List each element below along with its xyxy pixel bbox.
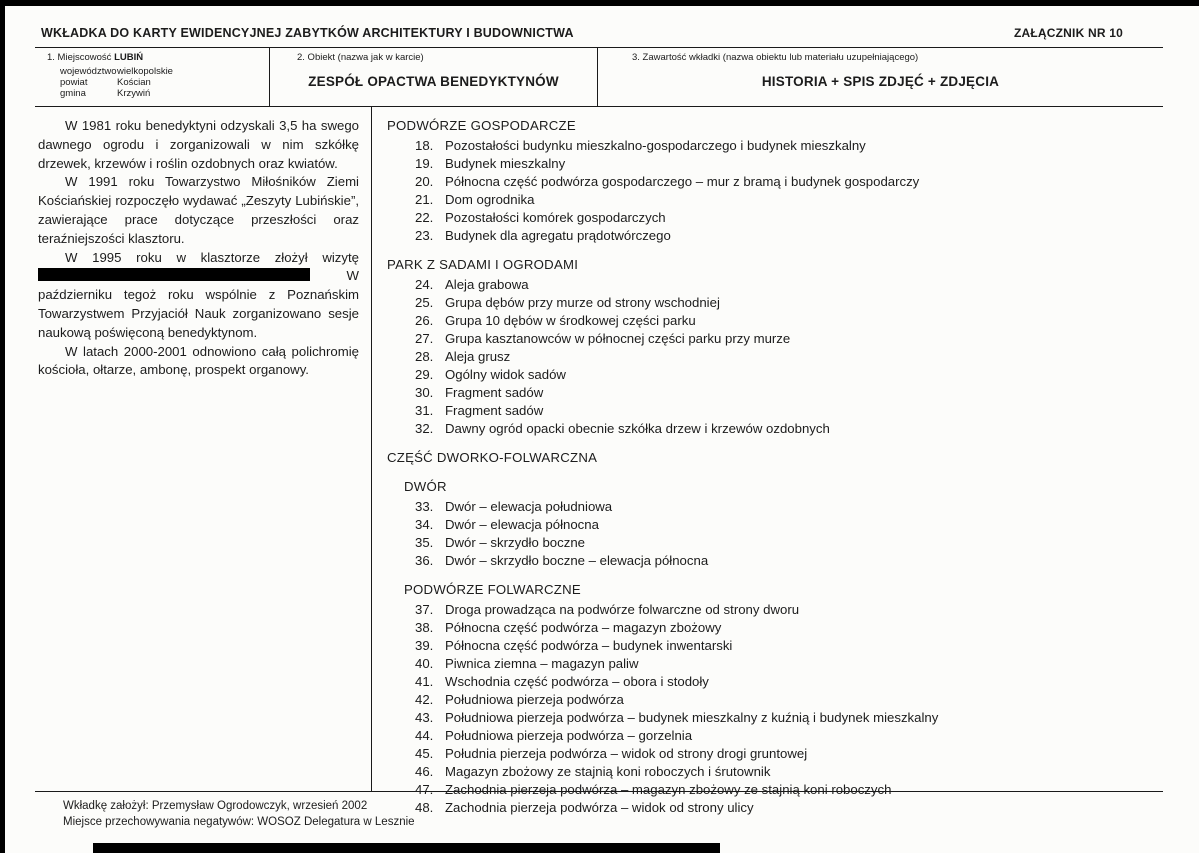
photo-item-number: 30.: [415, 385, 434, 400]
history-paragraph-3: [38, 249, 359, 343]
detail-label: gmina: [60, 88, 86, 99]
photo-item-text: Budynek dla agregatu prądotwórczego: [445, 228, 671, 243]
photo-item: [415, 673, 1155, 691]
photo-item: [415, 366, 1155, 384]
photo-item-number: 39.: [415, 638, 434, 653]
photo-item-text: Zachodnia pierzeja podwórza – magazyn zbożowy ze stajnią koni roboczych: [445, 782, 892, 797]
photo-subsection-dwor: [404, 478, 1155, 570]
photo-item-text: Grupa dębów przy murze od strony wschodniej: [445, 295, 720, 310]
photo-item-text: Południa pierzeja podwórza – widok od strony drogi gruntowej: [445, 746, 808, 761]
photo-item-text: Południowa pierzeja podwórza – gorzelnia: [445, 728, 693, 743]
photo-item-number: 42.: [415, 692, 434, 707]
photo-item: [415, 498, 1155, 516]
photo-item-text: Północna część podwórza – budynek inwentarski: [445, 638, 733, 653]
detail-value: Krzywiń: [117, 88, 151, 99]
record-card-insert: [5, 6, 1199, 853]
photo-item-number: 24.: [415, 277, 434, 292]
photo-item-number: 40.: [415, 656, 434, 671]
photo-item-number: 48.: [415, 800, 434, 815]
contents-label: 3. Zawartość wkładki (nazwa obiektu lub materiału uzupełniającego): [632, 52, 919, 63]
photo-item-text: Dom ogrodnika: [445, 192, 535, 207]
photo-item: [415, 330, 1155, 348]
photo-item-text: Zachodnia pierzeja podwórza – widok od strony ulicy: [445, 800, 754, 815]
photo-item-number: 28.: [415, 349, 434, 364]
photo-item-text: Północna część podwórza – magazyn zbożowy: [445, 620, 722, 635]
photo-item-text: Budynek mieszkalny: [445, 156, 566, 171]
photo-item-text: Ogólny widok sadów: [445, 367, 566, 382]
photo-item-number: 38.: [415, 620, 434, 635]
photo-item-number: 44.: [415, 728, 434, 743]
photo-item-text: Aleja grabowa: [445, 277, 529, 292]
photo-item-number: 46.: [415, 764, 434, 779]
photo-index-column: [372, 107, 1163, 815]
photo-section-park-z-sadami: [387, 256, 1155, 438]
photo-item-text: Grupa kasztanowców w północnej części parku przy murze: [445, 331, 791, 346]
history-paragraph-3-after: W październiku tegoż roku wspólnie z Poznańskim Towarzystwem Przyjaciół Nauk zorganizowano sesje naukową poświęconą benedyktynom.: [38, 268, 359, 340]
history-paragraph-3-before: W 1995 roku w klasztorze złożył wizytę: [65, 249, 359, 265]
detail-label: województwo: [60, 66, 117, 77]
photo-item: [415, 655, 1155, 673]
photo-item-number: 43.: [415, 710, 434, 725]
photo-item-text: Magazyn zbożowy ze stajnią koni roboczych i śrutownik: [445, 764, 771, 779]
photo-item: [415, 781, 1155, 799]
photo-item-text: Dwór – skrzydło boczne: [445, 535, 585, 550]
photo-item-text: Północna część podwórza gospodarczego – mur z bramą i budynek gospodarczy: [445, 174, 920, 189]
photo-item-text: Dwór – skrzydło boczne – elewacja północna: [445, 553, 709, 568]
field-contents: [597, 48, 1163, 106]
detail-row-county: [60, 77, 269, 88]
photo-item-number: 20.: [415, 174, 434, 189]
attachment-number: ZAŁĄCZNIK NR 10: [1013, 26, 1123, 40]
detail-row-voivodeship: [60, 66, 269, 77]
photo-item: [415, 745, 1155, 763]
locality-details: [47, 66, 269, 99]
photo-item-text: Grupa 10 dębów w środkowej części parku: [445, 313, 696, 328]
photo-item-number: 31.: [415, 403, 434, 418]
detail-row-commune: [60, 88, 269, 99]
photo-item: [415, 637, 1155, 655]
detail-value: wielkopolskie: [117, 66, 173, 77]
photo-item: [415, 402, 1155, 420]
photo-item: [415, 173, 1155, 191]
redaction-bar: [38, 268, 310, 281]
photo-item-text: Dwór – elewacja północna: [445, 517, 599, 532]
photo-item: [415, 709, 1155, 727]
photo-item-text: Aleja grusz: [445, 349, 511, 364]
photo-item-number: 35.: [415, 535, 434, 550]
photo-item: [415, 516, 1155, 534]
photo-item-number: 45.: [415, 746, 434, 761]
photo-item-number: 36.: [415, 553, 434, 568]
subsection-heading: PODWÓRZE FOLWARCZNE: [404, 582, 581, 597]
photo-item-number: 37.: [415, 602, 434, 617]
photo-item: [415, 601, 1155, 619]
photo-section-czesc-dworko-folwarczna: [387, 449, 1155, 817]
photo-item-number: 32.: [415, 421, 434, 436]
photo-item-number: 18.: [415, 138, 434, 153]
photo-item: [415, 312, 1155, 330]
photo-item: [415, 691, 1155, 709]
page-title: WKŁADKA DO KARTY EWIDENCYJNEJ ZABYTKÓW ARCHITEKTURY I BUDOWNICTWA: [41, 26, 574, 40]
section-heading: PODWÓRZE GOSPODARCZE: [387, 118, 576, 133]
history-paragraph-1: W 1981 roku benedyktyni odzyskali 3,5 ha swego dawnego ogrodu i zorganizowali w nim szkółkę drzewek, krzewów i roślin ozdobnych oraz kwiatów.: [38, 118, 359, 171]
photo-item: [415, 155, 1155, 173]
object-label: 2. Obiekt (nazwa jak w karcie): [297, 52, 424, 63]
photo-item-text: Piwnica ziemna – magazyn paliw: [445, 656, 639, 671]
locality-line: [47, 52, 269, 63]
photo-item-number: 33.: [415, 499, 434, 514]
detail-label: powiat: [60, 77, 88, 88]
photo-item: [415, 227, 1155, 245]
photo-item-number: 26.: [415, 313, 434, 328]
field-locality: [35, 48, 269, 106]
section-heading: CZĘŚĆ DWORKO-FOLWARCZNA: [387, 450, 598, 465]
photo-item-text: Dawny ogród opacki obecnie szkółka drzew i krzewów ozdobnych: [445, 421, 830, 436]
history-paragraph-4: W latach 2000-2001 odnowiono całą polichromię kościoła, ołtarze, ambonę, prospekt organowy.: [38, 343, 359, 378]
detail-value: Kościan: [117, 77, 151, 88]
photo-item-number: 29.: [415, 367, 434, 382]
subsection-heading: DWÓR: [404, 479, 447, 494]
photo-item: [415, 619, 1155, 637]
photo-item: [415, 294, 1155, 312]
photo-item: [415, 348, 1155, 366]
photo-item-number: 19.: [415, 156, 434, 171]
photo-item-text: Pozostałości komórek gospodarczych: [445, 210, 666, 225]
photo-item-text: Droga prowadząca na podwórze folwarczne od strony dworu: [445, 602, 800, 617]
photo-item: [415, 276, 1155, 294]
photo-subsection-podworze-folwarczne: [404, 581, 1155, 817]
footer-line-author: Wkładkę założył: Przemysław Ogrodowczyk, wrzesień 2002: [63, 800, 368, 812]
locality-label: 1. Miejscowość: [47, 52, 112, 63]
photo-item-number: 34.: [415, 517, 434, 532]
photo-item-number: 27.: [415, 331, 434, 346]
photo-item-text: Południowa pierzeja podwórza – budynek mieszkalny z kuźnią i budynek mieszkalny: [445, 710, 939, 725]
contents-value: HISTORIA + SPIS ZDJĘĆ + ZDJĘCIA: [761, 74, 1000, 89]
photo-item-number: 47.: [415, 782, 434, 797]
history-paragraph-2: W 1991 roku Towarzystwo Miłośników Ziemi Kościańskiej rozpoczęło wydawać „Zeszyty Lubińskie”, zawierające prace dotyczące przeszłości oraz teraźniejszości klasztoru.: [38, 174, 359, 246]
photo-item-text: Fragment sadów: [445, 385, 544, 400]
photo-item: [415, 534, 1155, 552]
photo-item-number: 22.: [415, 210, 434, 225]
photo-item-text: Wschodnia część podwórza – obora i stodoły: [445, 674, 709, 689]
photo-item: [415, 552, 1155, 570]
photo-item: [415, 799, 1155, 817]
object-value: ZESPÓŁ OPACTWA BENEDYKTYNÓW: [308, 74, 559, 89]
photo-item: [415, 209, 1155, 227]
photo-item-number: 25.: [415, 295, 434, 310]
photo-item-number: 41.: [415, 674, 434, 689]
photo-item: [415, 137, 1155, 155]
photo-item: [415, 727, 1155, 745]
field-object: [269, 48, 597, 106]
photo-item-text: Pozostałości budynku mieszkalno-gospodarczego i budynek mieszkalny: [445, 138, 866, 153]
section-heading: PARK Z SADAMI I OGRODAMI: [387, 257, 579, 272]
photo-item: [415, 420, 1155, 438]
form-header-table: [35, 48, 1163, 107]
locality-value: LUBIŃ: [114, 52, 144, 63]
photo-item-text: Południowa pierzeja podwórza: [445, 692, 624, 707]
footer-line-negatives: Miejsce przechowywania negatywów: WOSOZ Delegatura w Lesznie: [63, 815, 415, 828]
photo-item-number: 23.: [415, 228, 434, 243]
doc-header: [35, 6, 1163, 48]
photo-item: [415, 763, 1155, 781]
photo-item-text: Dwór – elewacja południowa: [445, 499, 613, 514]
photo-item-number: 21.: [415, 192, 434, 207]
history-column: [35, 107, 372, 791]
photo-item-text: Fragment sadów: [445, 403, 544, 418]
photo-item: [415, 384, 1155, 402]
photo-item: [415, 191, 1155, 209]
photo-section-podworze-gospodarcze: [387, 117, 1155, 245]
